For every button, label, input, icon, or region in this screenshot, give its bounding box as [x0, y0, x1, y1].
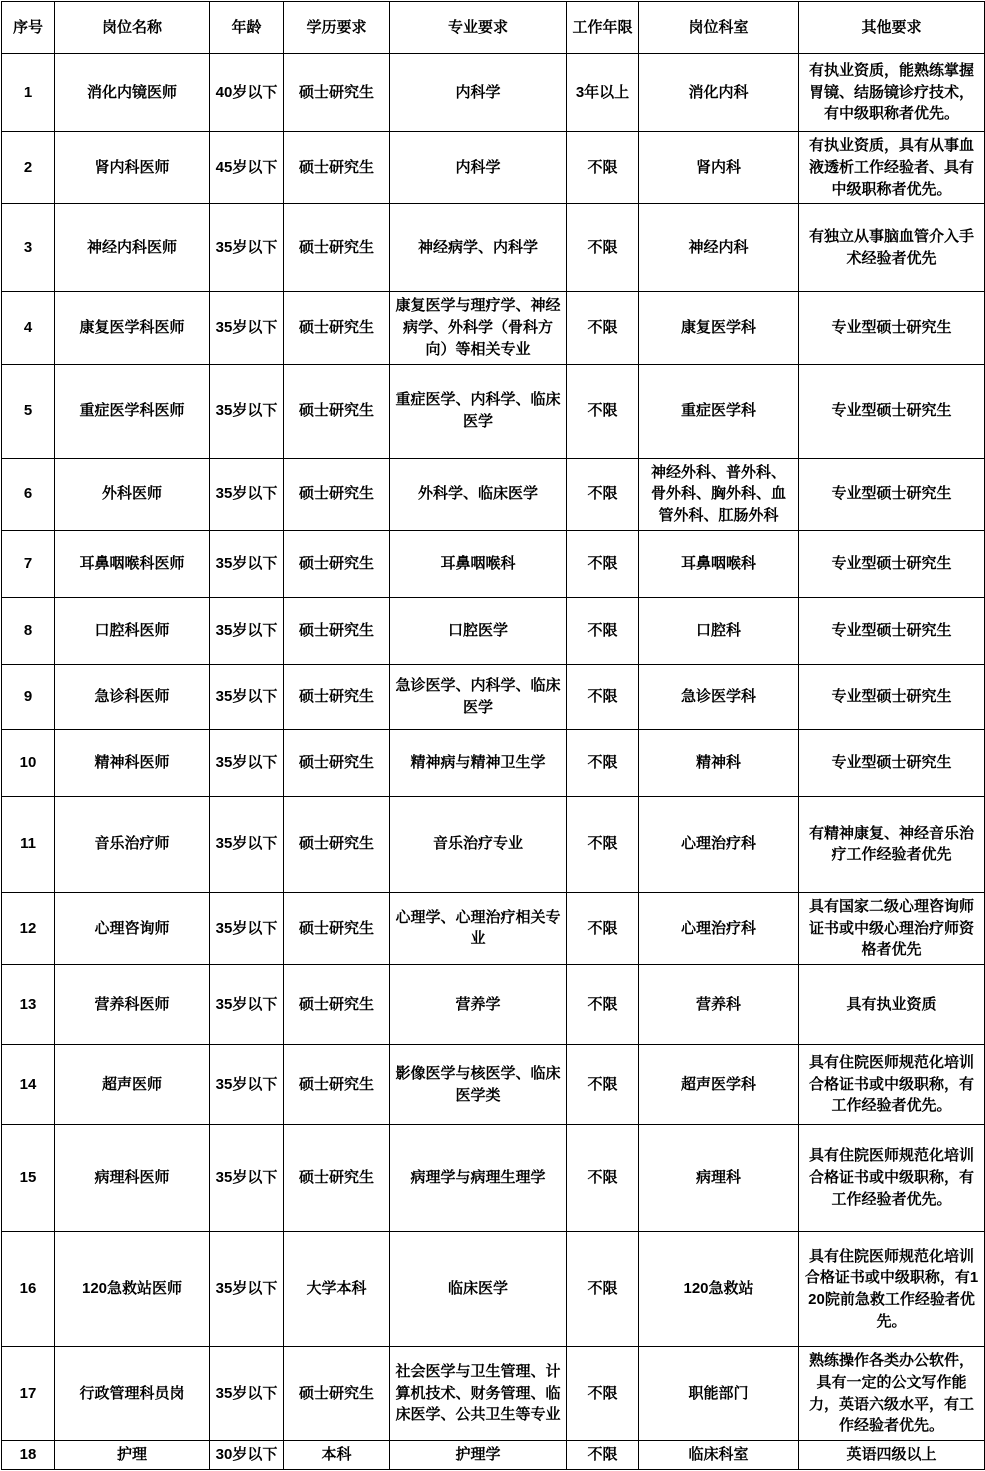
cell-major: 社会医学与卫生管理、计算机技术、财务管理、临床医学、公共卫生等专业	[390, 1347, 567, 1441]
cell-other: 专业型硕士研究生	[799, 364, 985, 458]
table-row	[2, 729, 985, 796]
cell-major: 耳鼻咽喉科	[390, 530, 567, 597]
cell-no: 17	[2, 1347, 55, 1441]
cell-age: 30岁以下	[210, 1441, 284, 1470]
cell-education: 硕士研究生	[284, 664, 390, 729]
cell-age: 35岁以下	[210, 664, 284, 729]
cell-major: 心理学、心理治疗相关专业	[390, 892, 567, 964]
cell-education: 硕士研究生	[284, 965, 390, 1045]
cell-department: 重症医学科	[639, 364, 799, 458]
cell-department: 神经内科	[639, 204, 799, 292]
cell-age: 35岁以下	[210, 965, 284, 1045]
cell-department: 职能部门	[639, 1347, 799, 1441]
cell-position: 外科医师	[55, 458, 210, 530]
cell-age: 35岁以下	[210, 292, 284, 364]
cell-education: 硕士研究生	[284, 1125, 390, 1232]
cell-education: 硕士研究生	[284, 132, 390, 204]
cell-education: 硕士研究生	[284, 796, 390, 892]
cell-education: 硕士研究生	[284, 892, 390, 964]
cell-no: 5	[2, 364, 55, 458]
cell-age: 45岁以下	[210, 132, 284, 204]
header-row	[2, 2, 985, 54]
column-header-other: 其他要求	[799, 2, 985, 54]
table-row	[2, 132, 985, 204]
cell-other: 专业型硕士研究生	[799, 292, 985, 364]
cell-department: 耳鼻咽喉科	[639, 530, 799, 597]
table-row	[2, 796, 985, 892]
cell-age: 35岁以下	[210, 597, 284, 664]
table-row	[2, 965, 985, 1045]
cell-no: 2	[2, 132, 55, 204]
cell-other: 英语四级以上	[799, 1441, 985, 1470]
cell-years: 不限	[567, 796, 639, 892]
cell-major: 口腔医学	[390, 597, 567, 664]
cell-age: 35岁以下	[210, 204, 284, 292]
cell-other: 专业型硕士研究生	[799, 597, 985, 664]
cell-education: 硕士研究生	[284, 458, 390, 530]
cell-department: 口腔科	[639, 597, 799, 664]
cell-major: 重症医学、内科学、临床医学	[390, 364, 567, 458]
cell-position: 重症医学科医师	[55, 364, 210, 458]
table-row	[2, 597, 985, 664]
cell-major: 影像医学与核医学、临床医学类	[390, 1045, 567, 1125]
cell-years: 不限	[567, 292, 639, 364]
cell-age: 35岁以下	[210, 796, 284, 892]
cell-no: 13	[2, 965, 55, 1045]
cell-no: 12	[2, 892, 55, 964]
cell-position: 消化内镜医师	[55, 54, 210, 132]
cell-department: 急诊医学科	[639, 664, 799, 729]
cell-other: 具有国家二级心理咨询师证书或中级心理治疗师资格者优先	[799, 892, 985, 964]
table-row	[2, 1441, 985, 1470]
cell-other: 有执业资质，能熟练掌握胃镜、结肠镜诊疗技术，有中级职称者优先。	[799, 54, 985, 132]
cell-position: 病理科医师	[55, 1125, 210, 1232]
cell-department: 超声医学科	[639, 1045, 799, 1125]
column-header-position: 岗位名称	[55, 2, 210, 54]
cell-position: 音乐治疗师	[55, 796, 210, 892]
cell-education: 硕士研究生	[284, 364, 390, 458]
cell-no: 18	[2, 1441, 55, 1470]
cell-major: 神经病学、内科学	[390, 204, 567, 292]
cell-position: 行政管理科员岗	[55, 1347, 210, 1441]
cell-age: 35岁以下	[210, 1045, 284, 1125]
cell-major: 外科学、临床医学	[390, 458, 567, 530]
cell-department: 心理治疗科	[639, 796, 799, 892]
cell-years: 3年以上	[567, 54, 639, 132]
cell-education: 本科	[284, 1441, 390, 1470]
table-row	[2, 292, 985, 364]
cell-no: 14	[2, 1045, 55, 1125]
cell-age: 35岁以下	[210, 892, 284, 964]
cell-no: 15	[2, 1125, 55, 1232]
table-header	[2, 2, 985, 54]
column-header-department: 岗位科室	[639, 2, 799, 54]
job-positions-table	[1, 1, 985, 1470]
cell-years: 不限	[567, 892, 639, 964]
cell-position: 急诊科医师	[55, 664, 210, 729]
cell-education: 硕士研究生	[284, 1347, 390, 1441]
cell-no: 3	[2, 204, 55, 292]
cell-position: 120急救站医师	[55, 1232, 210, 1347]
cell-department: 临床科室	[639, 1441, 799, 1470]
cell-other: 专业型硕士研究生	[799, 664, 985, 729]
cell-years: 不限	[567, 965, 639, 1045]
table-body	[2, 54, 985, 1470]
cell-years: 不限	[567, 458, 639, 530]
table-row	[2, 530, 985, 597]
column-header-major: 专业要求	[390, 2, 567, 54]
cell-age: 35岁以下	[210, 530, 284, 597]
table-row	[2, 1045, 985, 1125]
cell-other: 专业型硕士研究生	[799, 729, 985, 796]
cell-department: 康复医学科	[639, 292, 799, 364]
cell-education: 硕士研究生	[284, 292, 390, 364]
cell-department: 病理科	[639, 1125, 799, 1232]
table-row	[2, 364, 985, 458]
cell-position: 口腔科医师	[55, 597, 210, 664]
cell-major: 营养学	[390, 965, 567, 1045]
table-row	[2, 664, 985, 729]
cell-other: 有独立从事脑血管介入手术经验者优先	[799, 204, 985, 292]
cell-other: 具有住院医师规范化培训合格证书或中级职称，有工作经验者优先。	[799, 1045, 985, 1125]
cell-education: 硕士研究生	[284, 204, 390, 292]
cell-department: 消化内科	[639, 54, 799, 132]
column-header-education: 学历要求	[284, 2, 390, 54]
cell-years: 不限	[567, 1045, 639, 1125]
cell-major: 内科学	[390, 132, 567, 204]
table-row	[2, 1347, 985, 1441]
cell-department: 120急救站	[639, 1232, 799, 1347]
cell-department: 肾内科	[639, 132, 799, 204]
cell-no: 8	[2, 597, 55, 664]
cell-position: 神经内科医师	[55, 204, 210, 292]
cell-other: 有精神康复、神经音乐治疗工作经验者优先	[799, 796, 985, 892]
cell-years: 不限	[567, 1125, 639, 1232]
cell-major: 音乐治疗专业	[390, 796, 567, 892]
cell-years: 不限	[567, 597, 639, 664]
cell-position: 超声医师	[55, 1045, 210, 1125]
cell-years: 不限	[567, 729, 639, 796]
cell-major: 护理学	[390, 1441, 567, 1470]
cell-department: 心理治疗科	[639, 892, 799, 964]
cell-age: 35岁以下	[210, 458, 284, 530]
cell-education: 硕士研究生	[284, 729, 390, 796]
cell-years: 不限	[567, 204, 639, 292]
column-header-no: 序号	[2, 2, 55, 54]
cell-education: 硕士研究生	[284, 597, 390, 664]
cell-other: 具有执业资质	[799, 965, 985, 1045]
cell-years: 不限	[567, 1347, 639, 1441]
table-row	[2, 204, 985, 292]
cell-major: 内科学	[390, 54, 567, 132]
cell-age: 35岁以下	[210, 1232, 284, 1347]
cell-age: 35岁以下	[210, 1125, 284, 1232]
cell-department: 营养科	[639, 965, 799, 1045]
cell-education: 大学本科	[284, 1232, 390, 1347]
cell-no: 11	[2, 796, 55, 892]
cell-position: 肾内科医师	[55, 132, 210, 204]
table-row	[2, 1125, 985, 1232]
cell-other: 专业型硕士研究生	[799, 530, 985, 597]
cell-no: 7	[2, 530, 55, 597]
cell-major: 临床医学	[390, 1232, 567, 1347]
cell-age: 35岁以下	[210, 364, 284, 458]
cell-no: 4	[2, 292, 55, 364]
cell-other: 具有住院医师规范化培训合格证书或中级职称，有120院前急救工作经验者优先。	[799, 1232, 985, 1347]
cell-position: 护理	[55, 1441, 210, 1470]
cell-major: 病理学与病理生理学	[390, 1125, 567, 1232]
cell-years: 不限	[567, 1232, 639, 1347]
cell-years: 不限	[567, 364, 639, 458]
cell-education: 硕士研究生	[284, 54, 390, 132]
cell-major: 康复医学与理疗学、神经病学、外科学（骨科方向）等相关专业	[390, 292, 567, 364]
cell-education: 硕士研究生	[284, 530, 390, 597]
cell-years: 不限	[567, 530, 639, 597]
cell-no: 16	[2, 1232, 55, 1347]
column-header-age: 年龄	[210, 2, 284, 54]
cell-years: 不限	[567, 1441, 639, 1470]
cell-position: 耳鼻咽喉科医师	[55, 530, 210, 597]
column-header-years: 工作年限	[567, 2, 639, 54]
cell-position: 精神科医师	[55, 729, 210, 796]
table-row	[2, 458, 985, 530]
cell-position: 营养科医师	[55, 965, 210, 1045]
cell-no: 1	[2, 54, 55, 132]
cell-other: 专业型硕士研究生	[799, 458, 985, 530]
cell-no: 6	[2, 458, 55, 530]
cell-other: 有执业资质，具有从事血液透析工作经验者、具有中级职称者优先。	[799, 132, 985, 204]
cell-no: 10	[2, 729, 55, 796]
cell-position: 康复医学科医师	[55, 292, 210, 364]
cell-years: 不限	[567, 664, 639, 729]
cell-department: 神经外科、普外科、骨外科、胸外科、血管外科、肛肠外科	[639, 458, 799, 530]
cell-age: 35岁以下	[210, 729, 284, 796]
cell-major: 精神病与精神卫生学	[390, 729, 567, 796]
table-row	[2, 54, 985, 132]
cell-age: 35岁以下	[210, 1347, 284, 1441]
cell-no: 9	[2, 664, 55, 729]
cell-other: 熟练操作各类办公软件，具有一定的公文写作能力，英语六级水平，有工作经验者优先。	[799, 1347, 985, 1441]
table-row	[2, 892, 985, 964]
cell-major: 急诊医学、内科学、临床医学	[390, 664, 567, 729]
table-row	[2, 1232, 985, 1347]
cell-department: 精神科	[639, 729, 799, 796]
cell-position: 心理咨询师	[55, 892, 210, 964]
cell-other: 具有住院医师规范化培训合格证书或中级职称，有工作经验者优先。	[799, 1125, 985, 1232]
cell-years: 不限	[567, 132, 639, 204]
cell-age: 40岁以下	[210, 54, 284, 132]
cell-education: 硕士研究生	[284, 1045, 390, 1125]
